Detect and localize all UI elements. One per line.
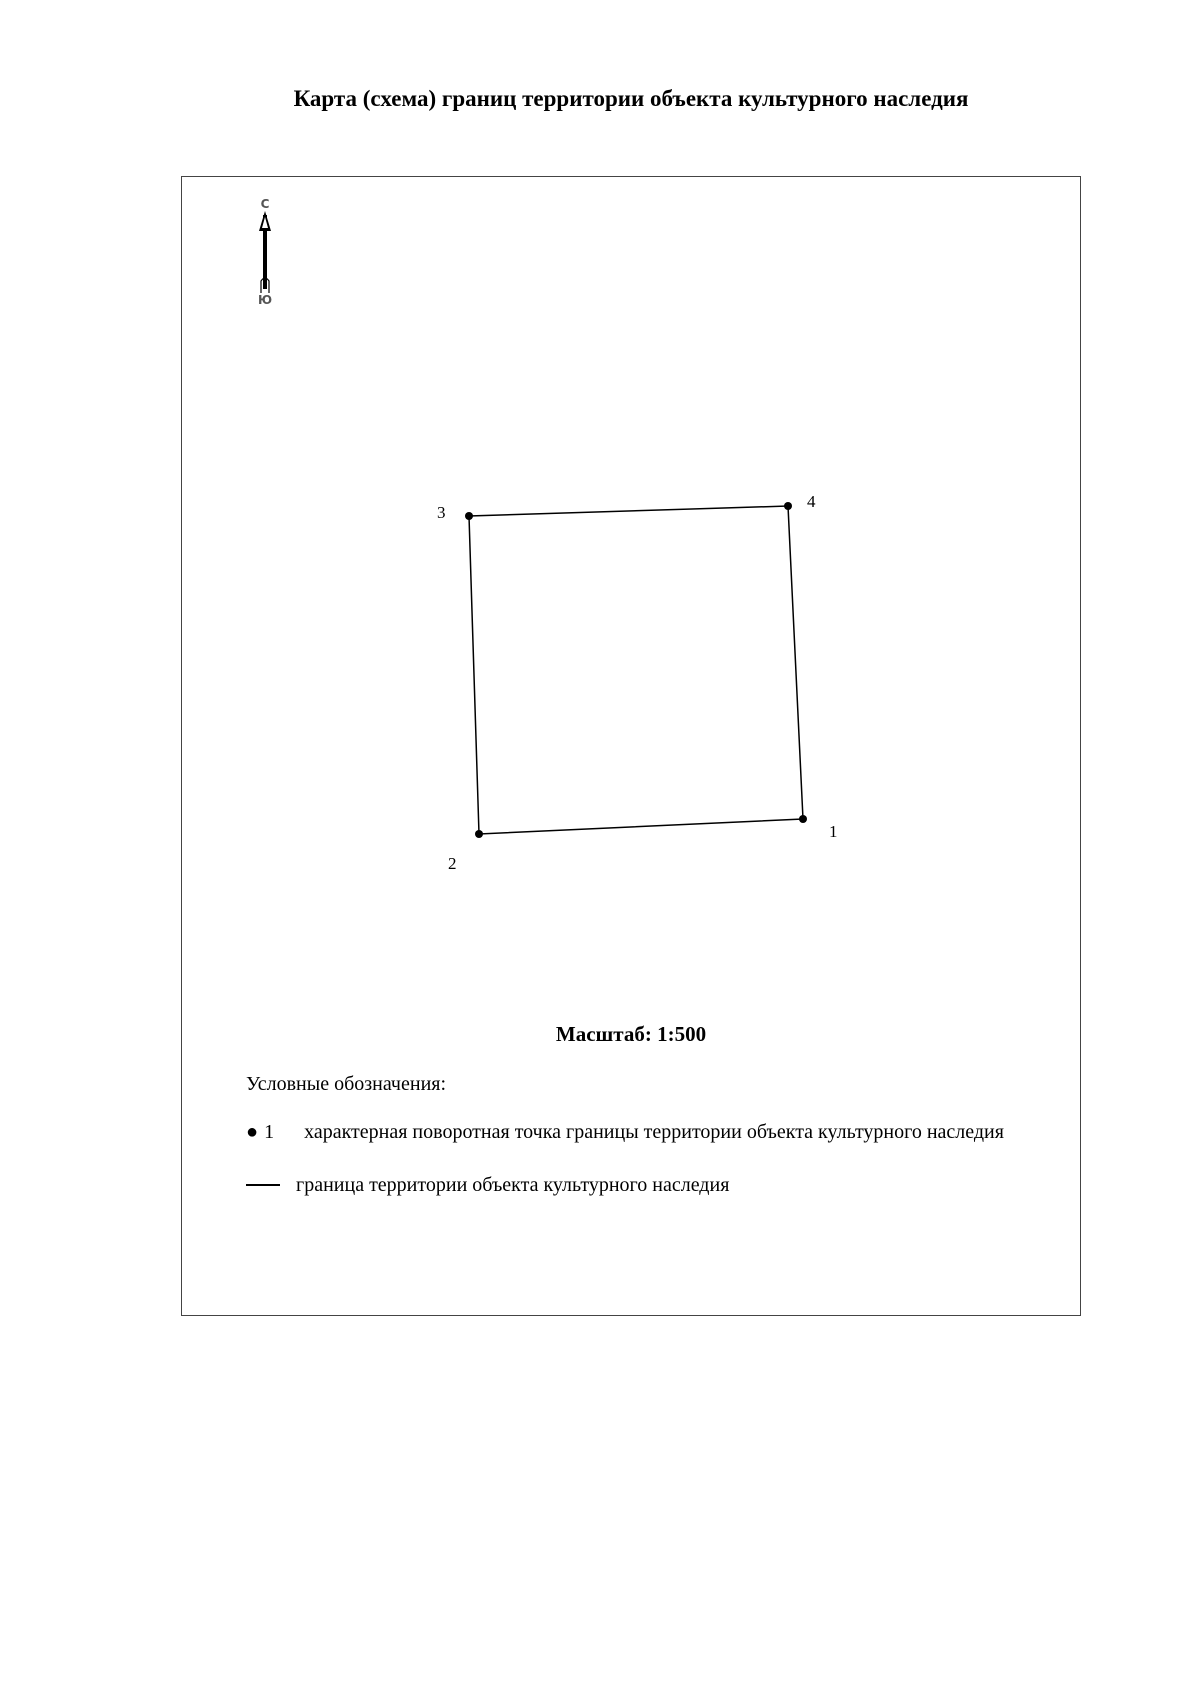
boundary-point-2	[475, 830, 483, 838]
boundary-line-icon	[246, 1184, 280, 1186]
legend-item-line	[246, 1172, 1046, 1198]
boundary-point-4	[784, 502, 792, 510]
north-label: С	[260, 197, 270, 211]
south-label: Ю	[257, 293, 273, 307]
legend-item-point	[246, 1119, 1046, 1145]
legend	[246, 1071, 1046, 1198]
page-title: Карта (схема) границ территории объекта культурного наследия	[293, 86, 969, 111]
boundary-point-3	[465, 512, 473, 520]
boundary-point-label-4: 4	[807, 492, 816, 511]
territory-boundary	[469, 506, 803, 834]
legend-title: Условные обозначения:	[246, 1073, 447, 1095]
legend-point-number: 1	[264, 1121, 275, 1143]
point-marker-icon: ●	[246, 1121, 259, 1143]
boundary-point-label-2: 2	[448, 854, 457, 873]
legend-point-description: характерная поворотная точка границы территории объекта культурного наследия	[304, 1121, 1004, 1143]
boundary-point-label-3: 3	[437, 503, 446, 522]
legend-line-description: граница территории объекта культурного наследия	[296, 1174, 730, 1196]
boundary-point-1	[799, 815, 807, 823]
scale-label: Масштаб: 1:500	[555, 1022, 707, 1046]
boundary-point-label-1: 1	[829, 822, 838, 841]
